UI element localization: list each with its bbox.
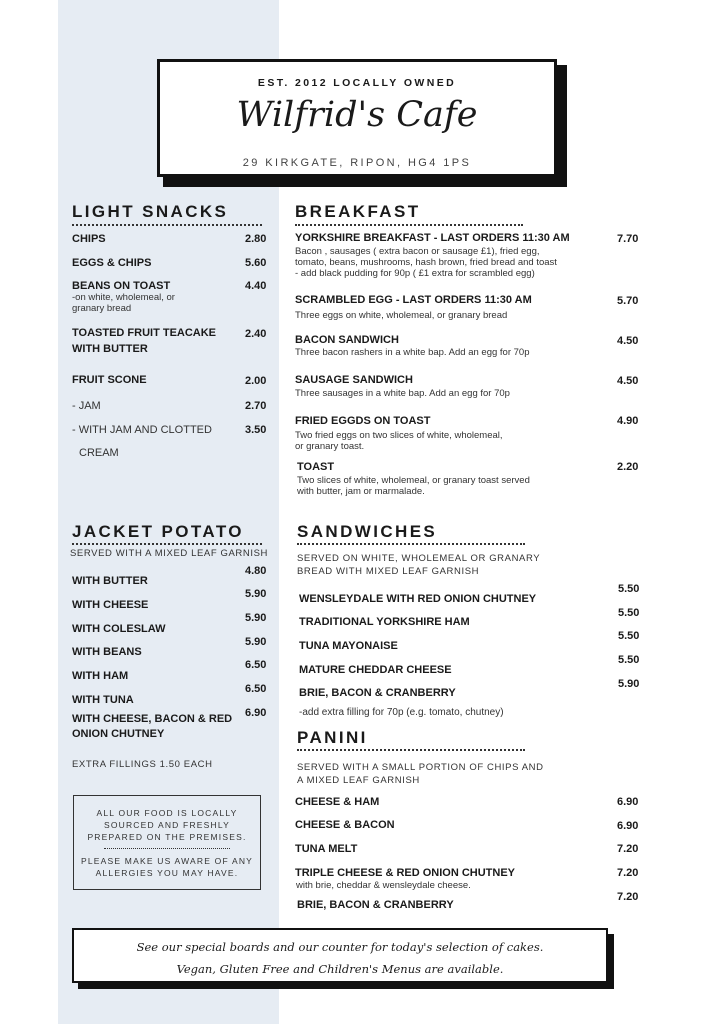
- menu-item-name: WENSLEYDALE WITH RED ONION CHUTNEY: [299, 593, 537, 605]
- menu-item-name: YORKSHIRE BREAKFAST - LAST ORDERS 11:30 AM: [295, 232, 570, 244]
- menu-item-name: WITH COLESLAW: [72, 623, 166, 635]
- menu-item-description: -on white, wholemeal, or: [72, 292, 175, 303]
- sandwiches-divider: [297, 543, 525, 545]
- menu-item-name: SCRAMBLED EGG - LAST ORDERS 11:30 AM: [295, 294, 532, 306]
- menu-item-description: Three sausages in a white bap. Add an egg for 70p: [295, 388, 510, 399]
- menu-item-name: TOAST: [297, 461, 335, 473]
- menu-item-name: TUNA MAYONAISE: [299, 640, 398, 652]
- menu-item-price: 4.90: [617, 415, 639, 427]
- menu-item-price: 4.50: [617, 375, 639, 387]
- menu-item-price: 6.90: [617, 796, 639, 808]
- menu-item-price: 2.80: [245, 233, 267, 245]
- menu-item-price: 7.20: [617, 891, 639, 903]
- menu-item-name-line2: ONION CHUTNEY: [72, 728, 165, 740]
- footer-menus-note: Vegan, Gluten Free and Children's Menus are available.: [176, 962, 504, 976]
- menu-item-name: BACON SANDWICH: [295, 334, 399, 346]
- extra-fillings-note: EXTRA FILLINGS 1.50 EACH: [72, 759, 213, 770]
- menu-item-name: - WITH JAM AND CLOTTED: [72, 424, 212, 436]
- breakfast-divider: [295, 224, 523, 226]
- menu-item-price: 7.20: [617, 867, 639, 879]
- menu-item-description: Three bacon rashers in a white bap. Add an egg for 70p: [295, 347, 530, 358]
- menu-item-name: WITH CHEESE: [72, 599, 149, 611]
- menu-item-name: MATURE CHEDDAR CHEESE: [299, 664, 452, 676]
- jacket-potato-title: JACKET POTATO: [72, 522, 244, 541]
- sandwiches-subtitle-line2: BREAD WITH MIXED LEAF GARNISH: [297, 566, 480, 577]
- menu-item-price: 2.00: [245, 375, 267, 387]
- menu-item-price: 5.60: [245, 257, 267, 269]
- menu-item-name: - JAM: [72, 400, 101, 412]
- menu-item-price: 2.20: [617, 461, 639, 473]
- allergy-notice: [73, 795, 261, 890]
- menu-item-name: SAUSAGE SANDWICH: [295, 374, 413, 386]
- menu-item-price: 4.40: [245, 280, 267, 292]
- cafe-name: Wilfrid's Cafe: [236, 95, 478, 135]
- menu-item-name-line2: CREAM: [79, 447, 119, 459]
- header-card: [157, 59, 557, 177]
- jacket-potato-divider: [72, 543, 262, 545]
- menu-item-price: 6.90: [245, 707, 267, 719]
- established-text: EST. 2012 LOCALLY OWNED: [257, 77, 457, 89]
- local-food-statement: ALL OUR FOOD IS LOCALLY SOURCED AND FRESHLY PREPARED ON THE PREMISES.: [87, 808, 247, 842]
- menu-item-price: 5.70: [617, 295, 639, 307]
- menu-item-name: CHIPS: [72, 233, 106, 245]
- menu-item-name: BRIE, BACON & CRANBERRY: [299, 687, 456, 699]
- menu-item-name: TRIPLE CHEESE & RED ONION CHUTNEY: [295, 867, 516, 879]
- menu-item-price: 5.50: [618, 630, 640, 642]
- menu-item-price: 5.50: [618, 654, 640, 666]
- menu-item-price: 7.70: [617, 233, 639, 245]
- extra-filling-note: -add extra filling for 70p (e.g. tomato, chutney): [299, 707, 504, 718]
- menu-item-description: or granary toast.: [295, 441, 365, 452]
- menu-item-name: CHEESE & BACON: [295, 819, 395, 831]
- menu-item-name: BEANS ON TOAST: [72, 280, 171, 292]
- footer-banner: [72, 928, 608, 983]
- menu-item-name: TUNA MELT: [295, 843, 358, 855]
- menu-item-price: 6.50: [245, 659, 267, 671]
- menu-item-description: - add black pudding for 90p ( £1 extra for scrambled egg): [295, 268, 535, 279]
- sandwiches-subtitle-line1: SERVED ON WHITE, WHOLEMEAL OR GRANARY: [297, 553, 541, 564]
- menu-item-price: 2.40: [245, 328, 267, 340]
- light-snacks-divider: [72, 224, 262, 226]
- menu-item-name: CHEESE & HAM: [295, 796, 380, 808]
- panini-subtitle-line2: A MIXED LEAF GARNISH: [297, 775, 420, 786]
- menu-item-name: WITH TUNA: [72, 694, 134, 706]
- light-snacks-title: LIGHT SNACKS: [72, 202, 229, 221]
- menu-item-name: WITH HAM: [72, 670, 129, 682]
- panini-title: PANINI: [297, 728, 368, 747]
- menu-item-name: FRUIT SCONE: [72, 374, 147, 386]
- menu-item-price: 5.90: [245, 612, 267, 624]
- panini-divider: [297, 749, 525, 751]
- menu-item-name: WITH BUTTER: [72, 575, 148, 587]
- menu-item-description: Bacon , sausages ( extra bacon or sausage £1), fried egg,: [295, 246, 540, 257]
- menu-item-price: 5.90: [245, 636, 267, 648]
- menu-item-description: with brie, cheddar & wensleydale cheese.: [296, 880, 471, 891]
- menu-item-price: 4.50: [617, 335, 639, 347]
- allergy-divider: [104, 848, 230, 849]
- menu-item-price: 5.50: [618, 607, 640, 619]
- menu-item-price: 4.80: [245, 565, 267, 577]
- footer-cakes-note: See our special boards and our counter for today's selection of cakes.: [136, 940, 544, 954]
- menu-item-price: 7.20: [617, 843, 639, 855]
- menu-item-description: with butter, jam or marmalade.: [297, 486, 425, 497]
- menu-item-name: TRADITIONAL YORKSHIRE HAM: [299, 616, 470, 628]
- menu-item-name: BRIE, BACON & CRANBERRY: [297, 899, 454, 911]
- menu-item-price: 6.50: [245, 683, 267, 695]
- menu-item-price: 2.70: [245, 400, 267, 412]
- sandwiches-title: SANDWICHES: [297, 522, 438, 541]
- menu-item-price: 6.90: [617, 820, 639, 832]
- menu-item-price: 5.90: [618, 678, 640, 690]
- menu-item-name: FRIED EGGDS ON TOAST: [295, 415, 431, 427]
- breakfast-title: BREAKFAST: [295, 202, 421, 221]
- menu-item-price: 3.50: [245, 424, 267, 436]
- jacket-potato-subtitle: SERVED WITH A MIXED LEAF GARNISH: [70, 548, 268, 559]
- menu-item-price: 5.50: [618, 583, 640, 595]
- menu-item-name: TOASTED FRUIT TEACAKE: [72, 327, 217, 339]
- menu-item-name: WITH CHEESE, BACON & RED: [72, 713, 233, 725]
- cafe-address: 29 KIRKGATE, RIPON, HG4 1PS: [242, 157, 472, 169]
- menu-item-name: WITH BEANS: [72, 646, 142, 658]
- menu-item-name: EGGS & CHIPS: [72, 257, 152, 269]
- menu-item-description: Two fried eggs on two slices of white, wholemeal,: [295, 430, 503, 441]
- menu-item-description: tomato, beans, mushrooms, hash brown, fried bread and toast: [295, 257, 557, 268]
- menu-item-price: 5.90: [245, 588, 267, 600]
- menu-item-description: granary bread: [72, 303, 132, 314]
- menu-item-description: Two slices of white, wholemeal, or granary toast served: [297, 475, 530, 486]
- menu-item-name-line2: WITH BUTTER: [72, 343, 148, 355]
- panini-subtitle-line1: SERVED WITH A SMALL PORTION OF CHIPS AND: [297, 762, 544, 773]
- menu-item-description: Three eggs on white, wholemeal, or granary bread: [295, 310, 508, 321]
- allergy-statement: PLEASE MAKE US AWARE OF ANY ALLERGIES YOU MAY HAVE.: [80, 856, 254, 878]
